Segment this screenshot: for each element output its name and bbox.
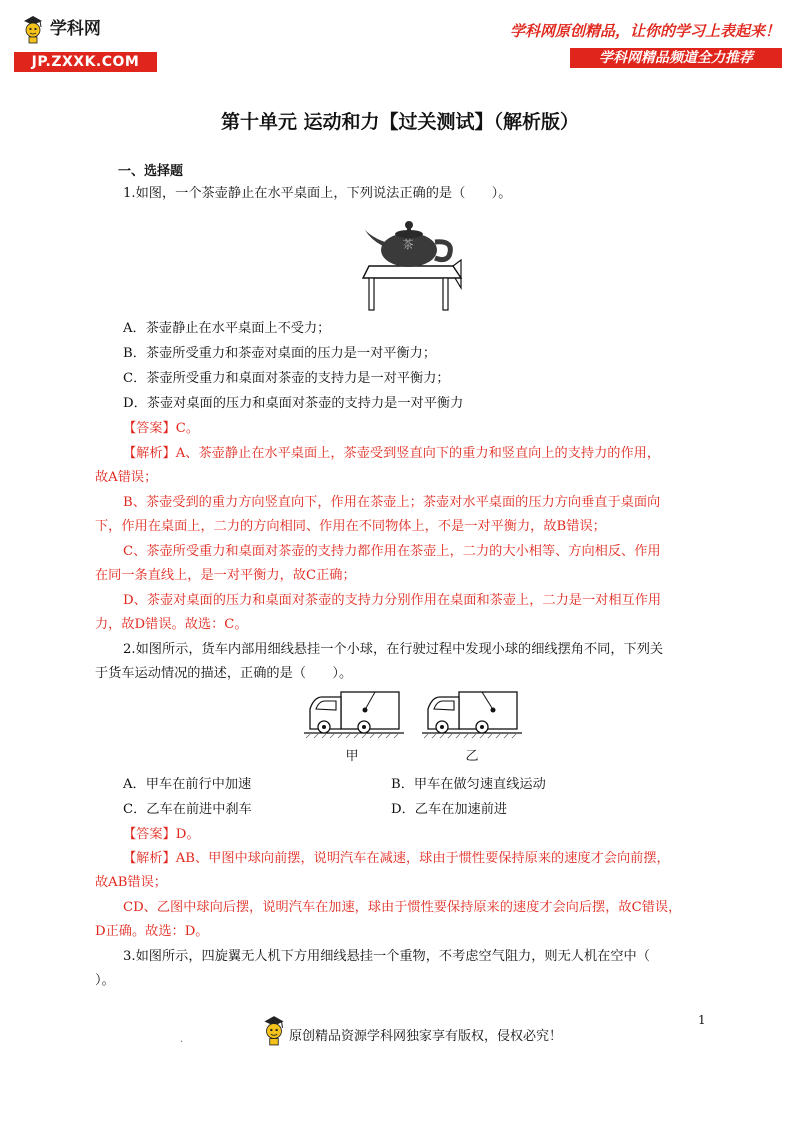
truck-a-label: 甲 — [345, 749, 359, 764]
q1-analysis-line: 【解析】A、茶壶静止在水平桌面上，茶壶受到竖直向下的重力和竖直向上的支持力的作用， — [123, 446, 661, 461]
teapot-label: 茶 — [402, 238, 414, 251]
q1-option-d: D．茶壶对桌面的压力和桌面对茶壶的支持力是一对平衡力 — [123, 396, 464, 411]
truck-b — [422, 692, 522, 738]
q1-analysis-line: 在同一条直线上，是一对平衡力，故C正确； — [95, 568, 356, 583]
q2-answer: 【答案】D。 — [123, 827, 200, 842]
q3-stem-line: ）。 — [95, 973, 115, 988]
page-title: 第十单元 运动和力【过关测试】（解析版） — [220, 111, 580, 133]
mascot-icon — [22, 14, 44, 44]
channel-banner: 学科网精品频道全力推荐 — [570, 48, 782, 68]
q1-analysis-line: 故A错误； — [95, 470, 158, 485]
q2-analysis-line: CD、乙图中球向后摆，说明汽车在加速，球由于惯性要保持原来的速度才会向后摆，故C错误， — [123, 900, 682, 915]
footer-copyright: 原创精品资源学科网独家享有版权，侵权必究！ — [289, 1029, 563, 1044]
trucks-figure — [300, 683, 526, 765]
page-number: 1 — [698, 1013, 706, 1027]
logo-url: JP.ZXXK.COM — [14, 52, 157, 72]
section-heading: 一、选择题 — [118, 164, 184, 179]
slogan: 学科网原创精品，让你的学习上表起来！ — [509, 22, 780, 40]
q1-answer: 【答案】C。 — [123, 421, 200, 436]
teapot-figure — [355, 208, 467, 314]
q2-analysis-line: D正确。故选：D。 — [95, 924, 209, 939]
footer-dot: . — [180, 1034, 184, 1045]
q2-stem-line: 2.如图所示，货车内部用细线悬挂一个小球，在行驶过程中发现小球的细线摆角不同，下列关 — [123, 642, 664, 657]
q1-analysis-line: 力，故D错误。故选：C。 — [95, 617, 248, 632]
q1-analysis-line: C、茶壶所受重力和桌面对茶壶的支持力都作用在茶壶上，二力的大小相等、方向相反、作用 — [123, 544, 661, 559]
q1-analysis-line: D、茶壶对桌面的压力和桌面对茶壶的支持力分别作用在桌面和茶壶上，二力是一对相互作用 — [123, 593, 662, 608]
q1-option-c: C．茶壶所受重力和桌面对茶壶的支持力是一对平衡力； — [123, 371, 450, 386]
q1-analysis-line: B、茶壶受到的重力方向竖直向下，作用在茶壶上；茶壶对水平桌面的压力方向垂直于桌面向 — [123, 495, 661, 510]
q1-option-b: B．茶壶所受重力和茶壶对桌面的压力是一对平衡力； — [123, 346, 437, 361]
q1-analysis-line: 下，作用在桌面上，二力的方向相同、作用在不同物体上，不是一对平衡力，故B错误； — [95, 519, 606, 534]
q2-stem-line: 于货车运动情况的描述，正确的是（ ）。 — [95, 666, 353, 681]
truck-b-label: 乙 — [465, 749, 479, 764]
q2-analysis-line: 【解析】AB、甲图中球向前摆，说明汽车在减速，球由于惯性要保持原来的速度才会向前摆， — [123, 851, 670, 866]
q2-option-c: C．乙车在前进中刹车 — [123, 802, 252, 817]
q3-stem-line: 3.如图所示，四旋翼无人机下方用细线悬挂一个重物，不考虑空气阻力，则无人机在空中（ — [123, 949, 650, 964]
q2-option-b: B．甲车在做匀速直线运动 — [391, 777, 546, 792]
q2-option-d: D．乙车在加速前进 — [391, 802, 508, 817]
footer-mascot-icon — [262, 1014, 286, 1046]
truck-a — [304, 692, 404, 738]
logo — [22, 14, 101, 44]
q1-option-a: A．茶壶静止在水平桌面上不受力； — [123, 321, 331, 336]
q2-analysis-line: 故AB错误； — [95, 875, 167, 890]
q2-option-a: A．甲车在前行中加速 — [123, 777, 252, 792]
logo-name: 学科网 — [49, 19, 101, 39]
q1-stem: 1.如图，一个茶壶静止在水平桌面上，下列说法正确的是（ ）。 — [123, 186, 512, 201]
